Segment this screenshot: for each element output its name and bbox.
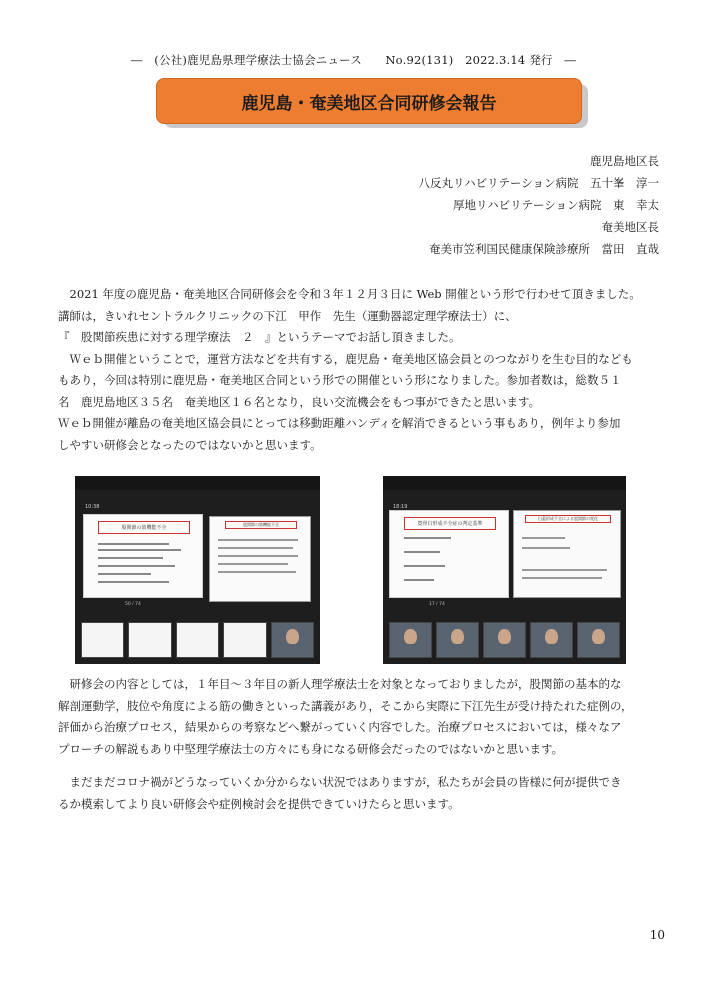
participant-video [483, 622, 526, 658]
slide-text-line [218, 547, 293, 549]
author-line: 八反丸リハビリテーション病院 五十峯 淳一 [418, 176, 659, 190]
side-slide-title: 臼蓋形成不全による股関節の変化 [525, 515, 612, 523]
article-title: 鹿児島・奄美地区合同研修会報告 [156, 78, 582, 124]
text-line: 『 股関節疾患に対する理学療法 ２ 』というテーマでお話し頂きました。 [58, 330, 461, 344]
main-slide [389, 510, 509, 598]
paragraph-intro [58, 284, 662, 456]
slide-text-line [404, 579, 434, 581]
slide-text-line [404, 565, 445, 567]
video-strip [389, 622, 620, 658]
paragraph-closing [58, 772, 662, 815]
paragraph-content [58, 674, 662, 760]
thumbnail-strip [81, 622, 314, 658]
slide-counter: 17 / 74 [429, 602, 445, 607]
webinar-screenshot-left [75, 476, 320, 664]
participant-video [389, 622, 432, 658]
side-slide-title: 股関節の筋機能不全 [225, 521, 297, 529]
text-line: しやすい研修会となったのではないかと思います。 [58, 437, 322, 452]
text-line: るか模索してより良い研修会や症例検討会を提供できていけたらと思います。 [58, 796, 460, 811]
author-block [419, 150, 659, 260]
newsletter-header: ― (公社)鹿児島県理学療法士協会ニュース No.92(131) 2022.3.14 発行 ― [130, 53, 577, 67]
text-line: まだまだコロナ禍がどうなっていくか分からない状況ではありますが，私たちが会員の皆様に何が提供でき [58, 775, 622, 789]
main-slide [83, 514, 203, 598]
text-line: 名 鹿児島地区３５名 奄美地区１６名となり，良い交流機会をもつ事ができたと思います。 [58, 394, 541, 409]
text-line: 講師は，きいれセントラルクリニックの下江 甲作 先生（運動器認定理学療法士）に、 [58, 308, 517, 323]
text-line: 2021 年度の鹿児島・奄美地区合同研修会を令和３年１２月３日に Web 開催という形で行わせて頂きました。 [58, 287, 641, 301]
webinar-screenshot-right [383, 476, 626, 664]
text-line: 解剖運動学，肢位や角度による筋の働きといった講義があり，そこから実際に下江先生が受け持たれた症例の， [58, 698, 633, 713]
clock-text: 18:19 [393, 504, 408, 510]
participant-video [271, 622, 314, 658]
author-line: 奄美市笠利国民健康保険診療所 當田 直哉 [429, 242, 659, 256]
page-number: 10 [649, 928, 665, 942]
slide-title: 寛骨臼形成不全症の判定基準 [404, 517, 496, 530]
slide-thumbnail [81, 622, 124, 658]
slide-text-line [404, 537, 451, 539]
slide-text-line [98, 581, 169, 583]
slide-text-line [218, 555, 298, 557]
slide-text-line [522, 537, 564, 539]
slide-title: 股関節の筋機能不全 [98, 521, 190, 534]
text-line: 評価から治療プロセス，結果からの考察などへ繋がっていく内容でした。治療プロセスにおいては，様々なア [58, 720, 622, 734]
slide-text-line [98, 565, 175, 567]
author-line: 奄美地区長 [601, 220, 659, 234]
slide-text-line [98, 557, 163, 559]
window-topbar [383, 476, 626, 490]
text-line: 研修会の内容としては，１年目～３年目の新人理学療法士を対象となっておりましたが，股関節の基本的な [58, 677, 622, 691]
slide-text-line [218, 571, 296, 573]
participant-video [436, 622, 479, 658]
slide-thumbnail [128, 622, 171, 658]
text-line: プローチの解説もあり中堅理学療法士の方々にも身になる研修会だったのではないかと思います。 [58, 741, 564, 756]
author-line: 厚地リハビリテーション病院 東 幸太 [453, 198, 659, 212]
author-line: 鹿児島地区長 [590, 154, 659, 168]
window-topbar [75, 476, 320, 490]
slide-text-line [98, 573, 151, 575]
slide-text-line [218, 539, 298, 541]
slide-counter: 50 / 74 [125, 602, 141, 607]
slide-text-line [522, 577, 602, 579]
text-line: もあり，今回は特別に鹿児島・奄美地区合同という形での開催という形になりました。参加者数は，総数５１ [58, 373, 622, 387]
slide-text-line [522, 569, 607, 571]
slide-text-line [522, 547, 570, 549]
participant-video [577, 622, 620, 658]
text-line: Ｗｅｂ開催ということで，運営方法などを共有する，鹿児島・奄美地区協会員とのつながりを生む目的なども [58, 351, 633, 366]
slide-thumbnail [223, 622, 266, 658]
participant-video [530, 622, 573, 658]
slide-text-line [218, 563, 288, 565]
slide-text-line [98, 543, 169, 545]
slide-thumbnail [176, 622, 219, 658]
slide-text-line [98, 549, 181, 551]
side-slide [209, 516, 311, 602]
side-slide [513, 510, 621, 598]
clock-text: 10:38 [85, 504, 100, 510]
slide-text-line [404, 551, 439, 553]
text-line: Ｗｅｂ開催が離島の奄美地区協会員にとっては移動距離ハンディを解消できるという事もあり，例年より参加 [58, 416, 621, 430]
